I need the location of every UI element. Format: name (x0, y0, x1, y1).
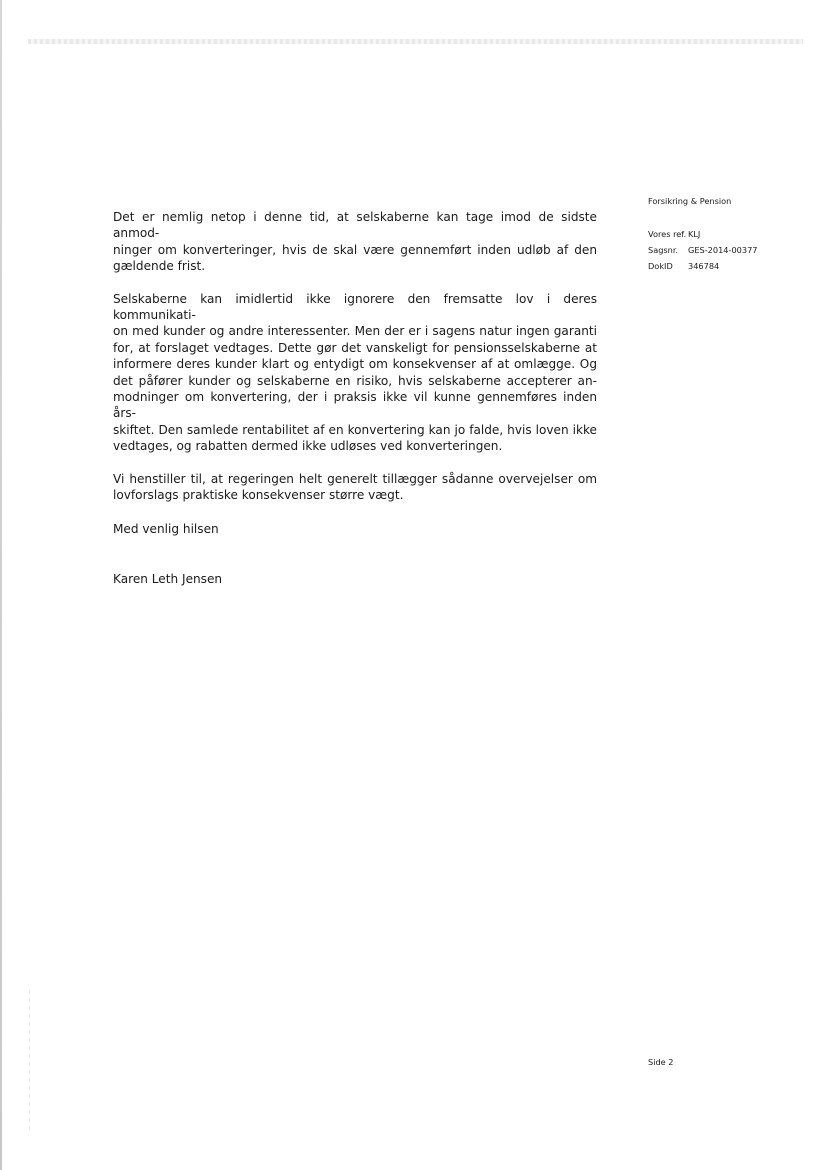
reference-row (648, 229, 758, 245)
paragraph-line: skiftet. Den samlede rentabilitet af en konvertering kan jo falde, hvis loven ikke (113, 422, 597, 437)
reference-table (648, 229, 758, 277)
scan-artifact-top (28, 39, 803, 44)
reference-value: KLJ (688, 229, 701, 239)
closing-salutation: Med venlig hilsen (113, 522, 219, 536)
reference-row (648, 261, 758, 277)
scan-artifact-left-mark (29, 990, 30, 1130)
reference-row (648, 245, 758, 261)
paragraph-line: for, at forslaget vedtages. Dette gør det vanskeligt for pensionsselskaberne at (113, 340, 597, 355)
reference-value: GES-2014-00377 (688, 245, 758, 255)
paragraph-3 (113, 471, 597, 504)
page-number: Side 2 (648, 1057, 674, 1067)
reference-label: DokID (648, 261, 673, 271)
paragraph-line: lovforslags praktiske konsekvenser større vægt. (113, 488, 404, 503)
paragraph-line: Vi henstiller til, at regeringen helt generelt tillægger sådanne overvejelser om (113, 471, 597, 486)
paragraph-line: on med kunder og andre interessenter. Men der er i sagens natur ingen garanti (113, 324, 597, 339)
scan-artifact-left-edge (0, 0, 2, 1170)
paragraph-line: Selskaberne kan imidlertid ikke ignorere den fremsatte lov i deres kommunikati- (113, 291, 597, 323)
paragraph-line: ninger om konverteringer, hvis de skal være gennemført inden udløb af den (113, 242, 597, 257)
signature-name: Karen Leth Jensen (113, 572, 223, 586)
paragraph-line: Det er nemlig netop i denne tid, at selskaberne kan tage imod de sidste anmod- (113, 210, 597, 241)
paragraph-1 (113, 209, 597, 275)
reference-label: Sagsnr. (648, 245, 679, 255)
reference-value: 346784 (688, 261, 720, 271)
paragraph-line: vedtages, og rabatten dermed ikke udløses ved konverteringen. (113, 439, 503, 454)
paragraph-line: informere deres kunder klart og entydigt om konsekvenser af at omlægge. Og (113, 357, 597, 372)
paragraph-line: det påfører kunder og selskaberne en risiko, hvis selskaberne accepterer an- (113, 373, 597, 388)
paragraph-line: modninger om konvertering, der i praksis ikke vil kunne gennemføres inden års- (113, 390, 597, 421)
reference-label: Vores ref. (648, 229, 687, 239)
paragraph-line: gældende frist. (113, 259, 206, 274)
letter-body (113, 209, 597, 520)
paragraph-2 (113, 291, 597, 455)
organization-name: Forsikring & Pension (648, 196, 732, 206)
